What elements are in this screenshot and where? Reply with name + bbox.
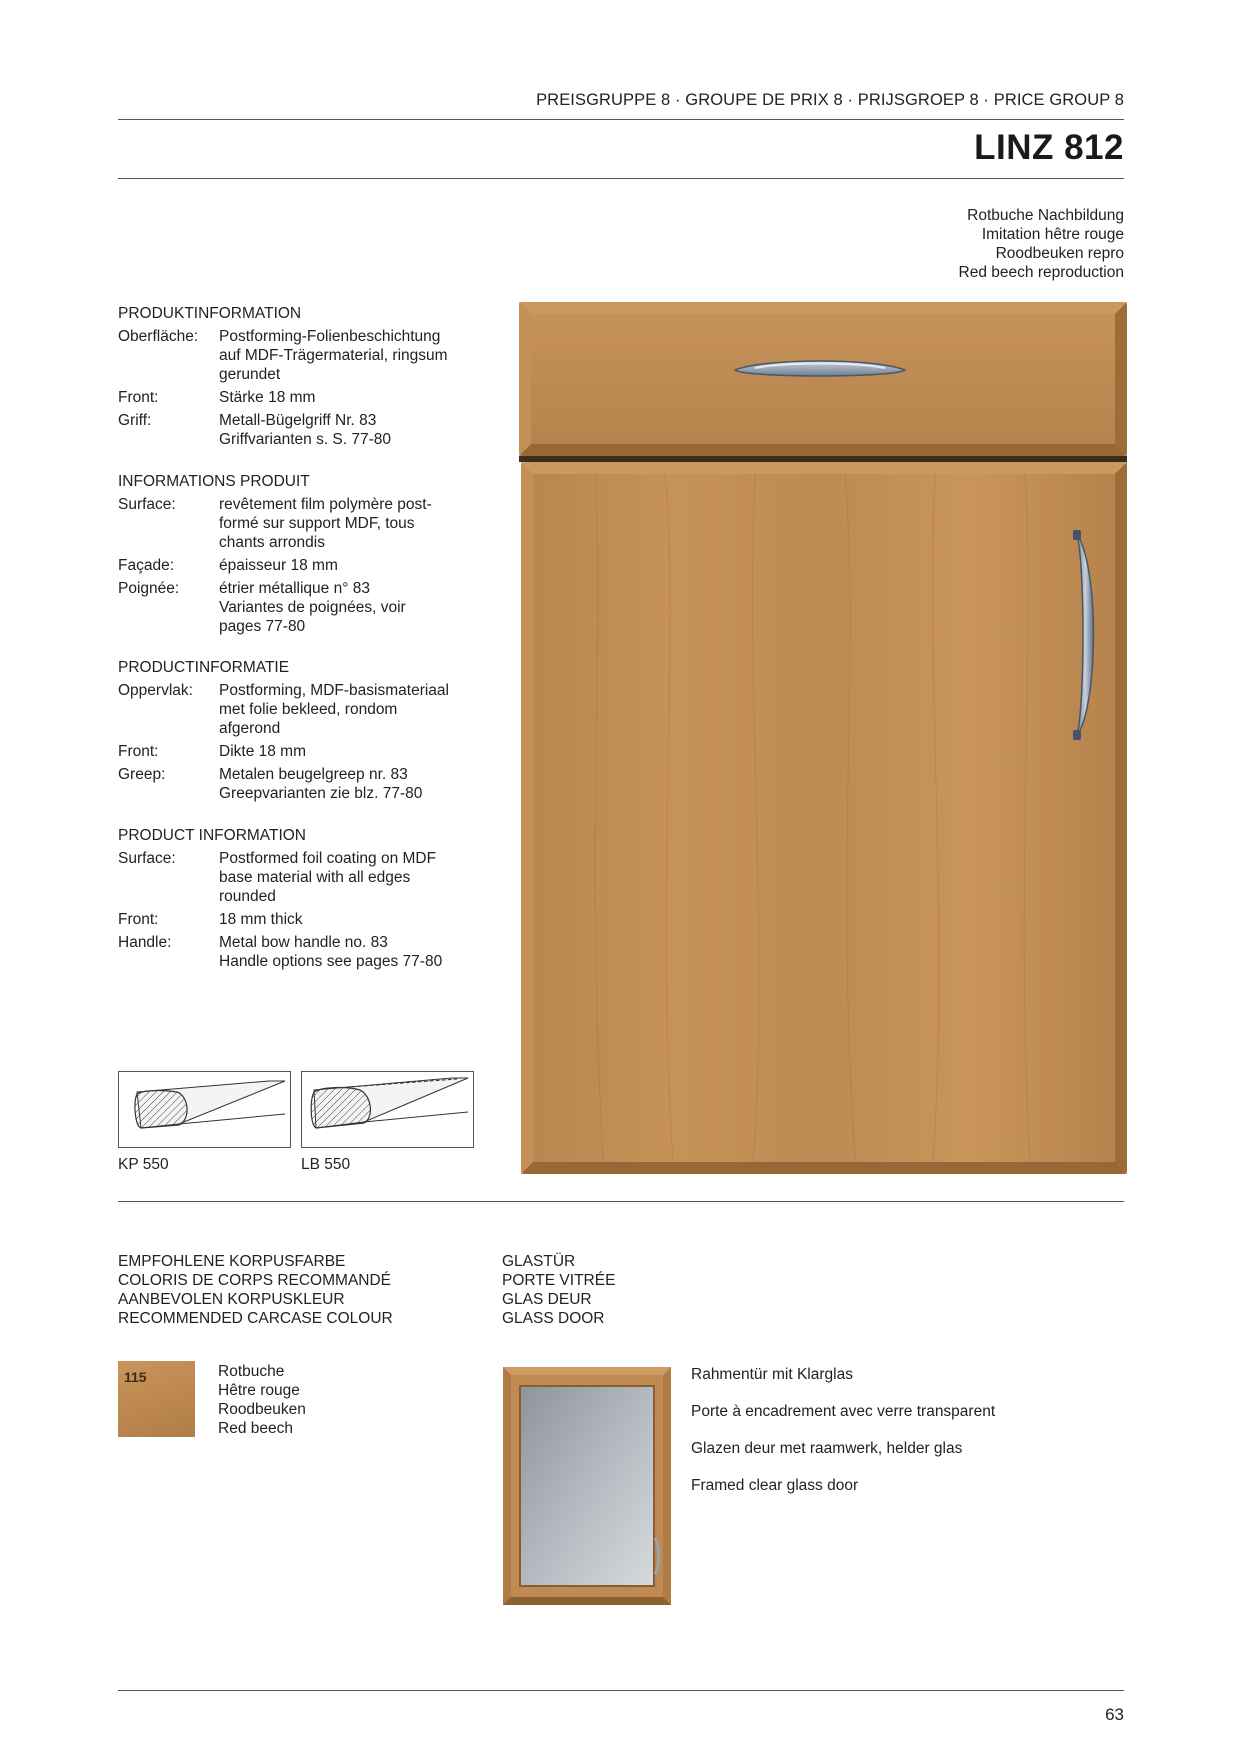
info-value-line: Variantes de poignées, voir xyxy=(219,599,406,616)
carcase-color-name: Red beech xyxy=(218,1420,293,1437)
info-row-front xyxy=(118,910,478,929)
glass-heading-line: GLAS DEUR xyxy=(502,1291,592,1308)
model-title: LINZ 812 xyxy=(974,128,1124,167)
info-label: Oppervlak: xyxy=(118,682,193,699)
content-divider xyxy=(118,1201,1124,1202)
info-value-line: base material with all edges xyxy=(219,869,411,886)
info-row-front xyxy=(118,742,478,761)
glass-door-image xyxy=(502,1366,672,1606)
info-value-line: Metalen beugelgreep nr. 83 xyxy=(219,766,408,783)
info-value-line: Metal bow handle no. 83 xyxy=(219,934,388,951)
info-value-line: gerundet xyxy=(219,366,281,383)
info-value xyxy=(219,933,478,971)
product-info-en xyxy=(118,826,478,975)
info-value-line: Stärke 18 mm xyxy=(219,389,316,406)
info-label: Surface: xyxy=(118,496,176,513)
info-value-line: Greepvarianten zie blz. 77-80 xyxy=(219,785,423,802)
carcase-color-names xyxy=(218,1362,306,1438)
info-label: Surface: xyxy=(118,850,176,867)
glass-heading-line: GLASS DOOR xyxy=(502,1310,605,1327)
section-title: PRODUKTINFORMATION xyxy=(118,305,302,322)
carcase-color-name: Roodbeuken xyxy=(218,1401,306,1418)
page-number: 63 xyxy=(1105,1705,1124,1724)
info-value xyxy=(219,579,478,636)
info-row-handle xyxy=(118,765,478,803)
glass-door-descriptions xyxy=(691,1366,995,1514)
finish-line-fr: Imitation hêtre rouge xyxy=(981,226,1124,243)
footer-divider xyxy=(118,1690,1124,1691)
info-row-surface xyxy=(118,849,478,906)
info-value xyxy=(219,849,478,906)
glass-description: Rahmentür mit Klarglas xyxy=(691,1366,853,1383)
info-value xyxy=(219,556,478,575)
info-row-surface xyxy=(118,681,478,738)
finish-line-nl: Roodbeuken repro xyxy=(995,245,1124,262)
info-value-line: Metall-Bügelgriff Nr. 83 xyxy=(219,412,377,429)
info-value xyxy=(219,742,478,761)
glass-description: Glazen deur met raamwerk, helder glas xyxy=(691,1440,963,1457)
info-label: Oberfläche: xyxy=(118,328,199,345)
info-row-surface xyxy=(118,327,478,384)
carcase-color-name: Hêtre rouge xyxy=(218,1382,300,1399)
info-row-handle xyxy=(118,579,478,636)
info-row-front xyxy=(118,388,478,407)
info-value-line: étrier métallique n° 83 xyxy=(219,580,370,597)
profile-kp550-icon xyxy=(119,1072,290,1147)
info-value-line: met folie bekleed, rondom xyxy=(219,701,398,718)
finish-line-en: Red beech reproduction xyxy=(958,264,1124,281)
info-value-line: pages 77-80 xyxy=(219,618,306,635)
info-value-line: Dikte 18 mm xyxy=(219,743,306,760)
info-value-line: rounded xyxy=(219,888,276,905)
header-divider xyxy=(118,119,1124,120)
title-divider xyxy=(118,178,1124,179)
info-value xyxy=(219,495,478,552)
info-row-handle xyxy=(118,411,478,449)
profile-caption-lb550: LB 550 xyxy=(301,1156,351,1173)
carcase-heading xyxy=(118,1252,393,1328)
price-group-header: PREISGRUPPE 8 · GROUPE DE PRIX 8 · PRIJSGROEP 8 · PRICE GROUP 8 xyxy=(536,91,1124,109)
info-value xyxy=(219,910,478,929)
section-title: INFORMATIONS PRODUIT xyxy=(118,473,310,490)
profile-lb550-drawing xyxy=(301,1071,474,1148)
profile-lb550-icon xyxy=(302,1072,473,1147)
info-row-front xyxy=(118,556,478,575)
info-value xyxy=(219,411,478,449)
glass-description: Porte à encadrement avec verre transparent xyxy=(691,1403,996,1420)
finish-line-de: Rotbuche Nachbildung xyxy=(967,207,1124,224)
carcase-heading-line: COLORIS DE CORPS RECOMMANDÉ xyxy=(118,1272,392,1289)
info-value-line: chants arrondis xyxy=(219,534,325,551)
product-info-fr xyxy=(118,472,478,640)
profile-caption-kp550: KP 550 xyxy=(118,1156,169,1173)
glass-heading-line: GLASTÜR xyxy=(502,1253,576,1270)
carcase-heading-line: AANBEVOLEN KORPUSKLEUR xyxy=(118,1291,345,1308)
product-info-de xyxy=(118,304,478,453)
info-value-line: Handle options see pages 77-80 xyxy=(219,953,443,970)
info-label: Front: xyxy=(118,389,159,406)
section-title: PRODUCT INFORMATION xyxy=(118,827,307,844)
info-row-handle xyxy=(118,933,478,971)
glass-description: Framed clear glass door xyxy=(691,1477,859,1494)
carcase-color-code: 115 xyxy=(124,1369,147,1385)
finish-description xyxy=(959,206,1124,282)
info-value-line: épaisseur 18 mm xyxy=(219,557,338,574)
info-value xyxy=(219,327,478,384)
info-value-line: afgerond xyxy=(219,720,281,737)
info-label: Handle: xyxy=(118,934,172,951)
carcase-color-name: Rotbuche xyxy=(218,1363,285,1380)
info-row-surface xyxy=(118,495,478,552)
info-value-line: 18 mm thick xyxy=(219,911,303,928)
info-value-line: Postforming, MDF-basismateriaal xyxy=(219,682,449,699)
carcase-heading-line: EMPFOHLENE KORPUSFARBE xyxy=(118,1253,346,1270)
info-label: Griff: xyxy=(118,412,152,429)
info-value xyxy=(219,765,478,803)
info-label: Poignée: xyxy=(118,580,180,597)
info-label: Front: xyxy=(118,911,159,928)
info-value xyxy=(219,388,478,407)
info-label: Greep: xyxy=(118,766,166,783)
info-value-line: revêtement film polymère post- xyxy=(219,496,432,513)
section-title: PRODUCTINFORMATIE xyxy=(118,659,290,676)
info-value-line: formé sur support MDF, tous xyxy=(219,515,415,532)
info-value-line: auf MDF-Trägermaterial, ringsum xyxy=(219,347,448,364)
info-value-line: Griffvarianten s. S. 77-80 xyxy=(219,431,392,448)
carcase-heading-line: RECOMMENDED CARCASE COLOUR xyxy=(118,1310,393,1327)
glass-door-heading xyxy=(502,1252,615,1328)
info-value-line: Postforming-Folienbeschichtung xyxy=(219,328,441,345)
info-value xyxy=(219,681,478,738)
info-value-line: Postformed foil coating on MDF xyxy=(219,850,437,867)
cabinet-front-image xyxy=(515,298,1131,1178)
product-info-nl xyxy=(118,658,478,807)
profile-kp550-drawing xyxy=(118,1071,291,1148)
info-label: Front: xyxy=(118,743,159,760)
info-label: Façade: xyxy=(118,557,175,574)
glass-heading-line: PORTE VITRÉE xyxy=(502,1272,616,1289)
